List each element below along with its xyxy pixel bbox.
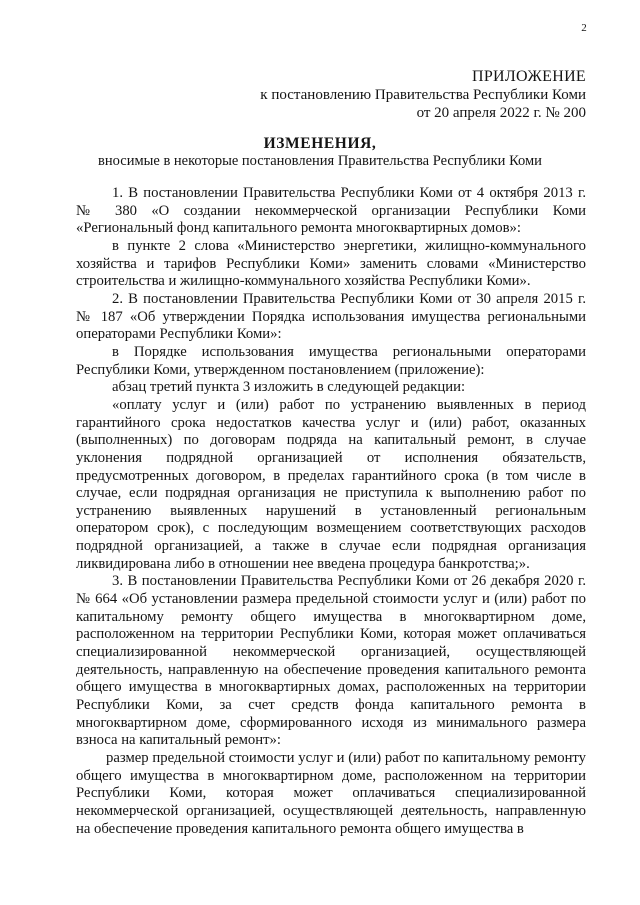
changes-heading: ИЗМЕНЕНИЯ, [263, 135, 377, 152]
paragraph-item-3-change: размер предельной стоимости услуг и (или) работ по капитальному ремонту общего имущества в многоквартирном доме, расположенном на территории Республики Коми, которая может оплачиваться специализированной некоммерческой организацией, осуществляющей деятельность, направленную на обеспечение проведения капитального ремонта общего имущества в [76, 750, 586, 837]
appendix-title: ПРИЛОЖЕНИЕ [471, 68, 586, 85]
paragraph-item-1-change: в пункте 2 слова «Министерство энергетики, жилищно-коммунального хозяйства и тарифов Республики Коми» заменить словами «Министерство строительства и жилищно-коммунального хозяйства Республики Коми». [76, 237, 586, 290]
paragraph-item-2-instruction: абзац третий пункта 3 изложить в следующей редакции: [112, 379, 466, 396]
paragraph-item-2-procedure: в Порядке использования имущества региональными операторами Республики Коми, утвержденном постановлением (приложение): [76, 343, 586, 378]
appendix-header [166, 68, 586, 122]
appendix-date-line: от 20 апреля 2022 г. № 200 [416, 105, 586, 121]
paragraph-item-2-new-wording: «оплату услуг и (или) работ по устранению выявленных в период гарантийного срока недостатков качества услуг и (или) работ, оказанных (выполненных) по договорам подряда на капитальный ремонт, в случае уклонения подрядной организацией от исполнения обязательств, предусмотренных договором, в пределах гарантийного срока (в том числе в случае, если подрядная организация не приступила к выполнению работ по устранению выявленных нарушений в установленный региональным оператором срок), с последующим возмещением соответствующих расходов подрядной организацией, а также в случае если подрядная организация ликвидирована либо в отношении нее введена процедура банкротства;». [76, 396, 586, 572]
changes-subtitle: вносимые в некоторые постановления Правительства Республики Коми [98, 153, 542, 169]
appendix-reference-line: к постановлению Правительства Республики Коми [260, 87, 586, 103]
paragraph-item-2: 2. В постановлении Правительства Республики Коми от 30 апреля 2015 г. № 187 «Об утверждении Порядка использования имущества региональными операторами Республики Коми»: [76, 290, 586, 343]
paragraph-item-3: 3. В постановлении Правительства Республики Коми от 26 декабря 2020 г. № 664 «Об установлении размера предельной стоимости услуг и (или) работ по капитальному ремонту общего имущества в многоквартирном доме, расположенном на территории Республики Коми, которая может оплачиваться специализированной некоммерческой организацией, осуществляющей деятельность, направленную на обеспечение проведения капитального ремонта общего имущества в многоквартирных домах, расположенных на территории Республики Коми, за счет средств фонда капитального ремонта в многоквартирном доме, сформированного исходя из минимального размера взноса на капитальный ремонт»: [76, 573, 586, 749]
paragraph-item-1: 1. В постановлении Правительства Республики Коми от 4 октября 2013 г. № 380 «О создании некоммерческой организации Республики Коми «Региональный фонд капитального ремонта многоквартирных домов»: [76, 185, 586, 237]
document-body [76, 185, 586, 838]
page-number: 2 [581, 22, 587, 34]
